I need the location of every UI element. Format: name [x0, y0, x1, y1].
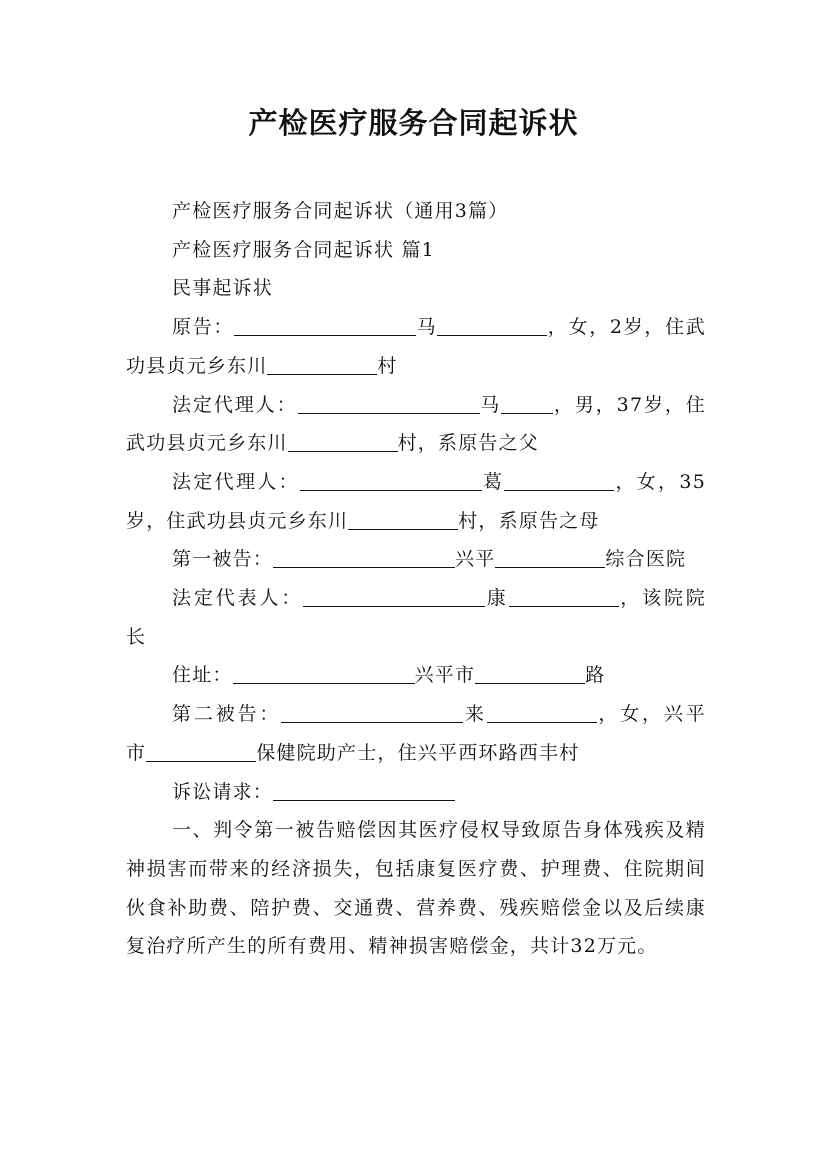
paragraph-legal-rep-mother — [126, 463, 706, 540]
paragraph-text: ，女，2岁，住武功县贞元乡东川 — [126, 316, 706, 377]
fill-in-blank — [348, 510, 458, 530]
paragraph-section-heading — [126, 231, 706, 270]
paragraph-text: 综合医院 — [605, 548, 687, 571]
paragraph-legal-rep-father — [126, 386, 706, 463]
paragraph-claim-1 — [126, 811, 706, 966]
fill-in-blank — [267, 355, 377, 375]
fill-in-blank — [501, 394, 553, 414]
paragraph-text: 诉讼请求： — [172, 780, 274, 803]
fill-in-blank — [288, 432, 398, 452]
fill-in-blank — [298, 394, 480, 414]
paragraph-text: 马 — [479, 393, 502, 416]
fill-in-blank — [303, 587, 485, 607]
fill-in-blank — [437, 316, 547, 336]
paragraph-second-defendant — [126, 695, 706, 772]
fill-in-blank — [300, 471, 482, 491]
paragraph-text: 村 — [377, 354, 398, 377]
fill-in-blank — [475, 664, 585, 684]
paragraph-text: 一、判令第一被告赔偿因其医疗侵权导致原告身体残疾及精神损害而带来的经济损失，包括康复医疗费、护理费、住院期间伙食补助费、陪护费、交通费、营养费、残疾赔偿金以及后续康复治疗所产生的所有费用、精神损害赔偿金，共计32万元。 — [126, 819, 706, 958]
fill-in-blank — [273, 781, 455, 801]
document-title: 产检医疗服务合同起诉状 — [248, 106, 579, 140]
paragraph-text: 马 — [416, 316, 438, 339]
paragraph-text: 村，系原告之父 — [397, 432, 540, 455]
paragraph-legal-representative — [126, 579, 706, 656]
paragraph-text: 法定代表人： — [172, 587, 304, 610]
paragraph-text: 康 — [485, 587, 509, 610]
paragraph-subtitle — [126, 192, 706, 231]
paragraph-plaintiff — [126, 308, 706, 385]
fill-in-blank — [234, 316, 416, 336]
paragraph-text: 住址： — [172, 664, 233, 687]
fill-in-blank — [273, 548, 455, 568]
paragraph-text: 来 — [463, 703, 487, 726]
paragraph-text: 产检医疗服务合同起诉状（通用3篇） — [172, 200, 509, 222]
paragraph-claims-heading — [126, 773, 706, 812]
paragraph-text: 保健院助产士，住兴平西环路西丰村 — [256, 741, 580, 764]
paragraph-text: 村，系原告之母 — [458, 509, 600, 532]
fill-in-blank — [509, 587, 619, 607]
fill-in-blank — [281, 703, 463, 723]
fill-in-blank — [146, 742, 256, 762]
fill-in-blank — [233, 664, 415, 684]
paragraph-text: 产检医疗服务合同起诉状 篇1 — [172, 238, 435, 261]
document-body — [126, 192, 706, 966]
paragraph-address — [126, 656, 706, 695]
paragraph-text: ，男，37岁，住武功县贞元乡东川 — [126, 393, 707, 455]
paragraph-text: 法定代理人： — [172, 393, 298, 416]
paragraph-text: 原告： — [172, 316, 235, 339]
paragraph-text: 葛 — [481, 470, 505, 493]
paragraph-text: 兴平市 — [414, 664, 476, 687]
paragraph-doc-type — [126, 269, 706, 308]
paragraph-text: 路 — [585, 664, 606, 687]
paragraph-text: ，女，35岁，住武功县贞元乡东川 — [126, 470, 706, 532]
fill-in-blank — [487, 703, 597, 723]
paragraph-text: 兴平 — [455, 548, 496, 571]
paragraph-first-defendant — [126, 540, 706, 579]
paragraph-text: 第二被告： — [172, 703, 282, 726]
paragraph-text: 民事起诉状 — [172, 277, 274, 300]
paragraph-text: ，女，兴平市 — [126, 703, 706, 764]
fill-in-blank — [504, 471, 614, 491]
fill-in-blank — [495, 548, 605, 568]
paragraph-text: 第一被告： — [172, 548, 274, 571]
paragraph-text: 法定代理人： — [172, 470, 300, 493]
paragraph-text: ，该院院长 — [126, 587, 706, 648]
